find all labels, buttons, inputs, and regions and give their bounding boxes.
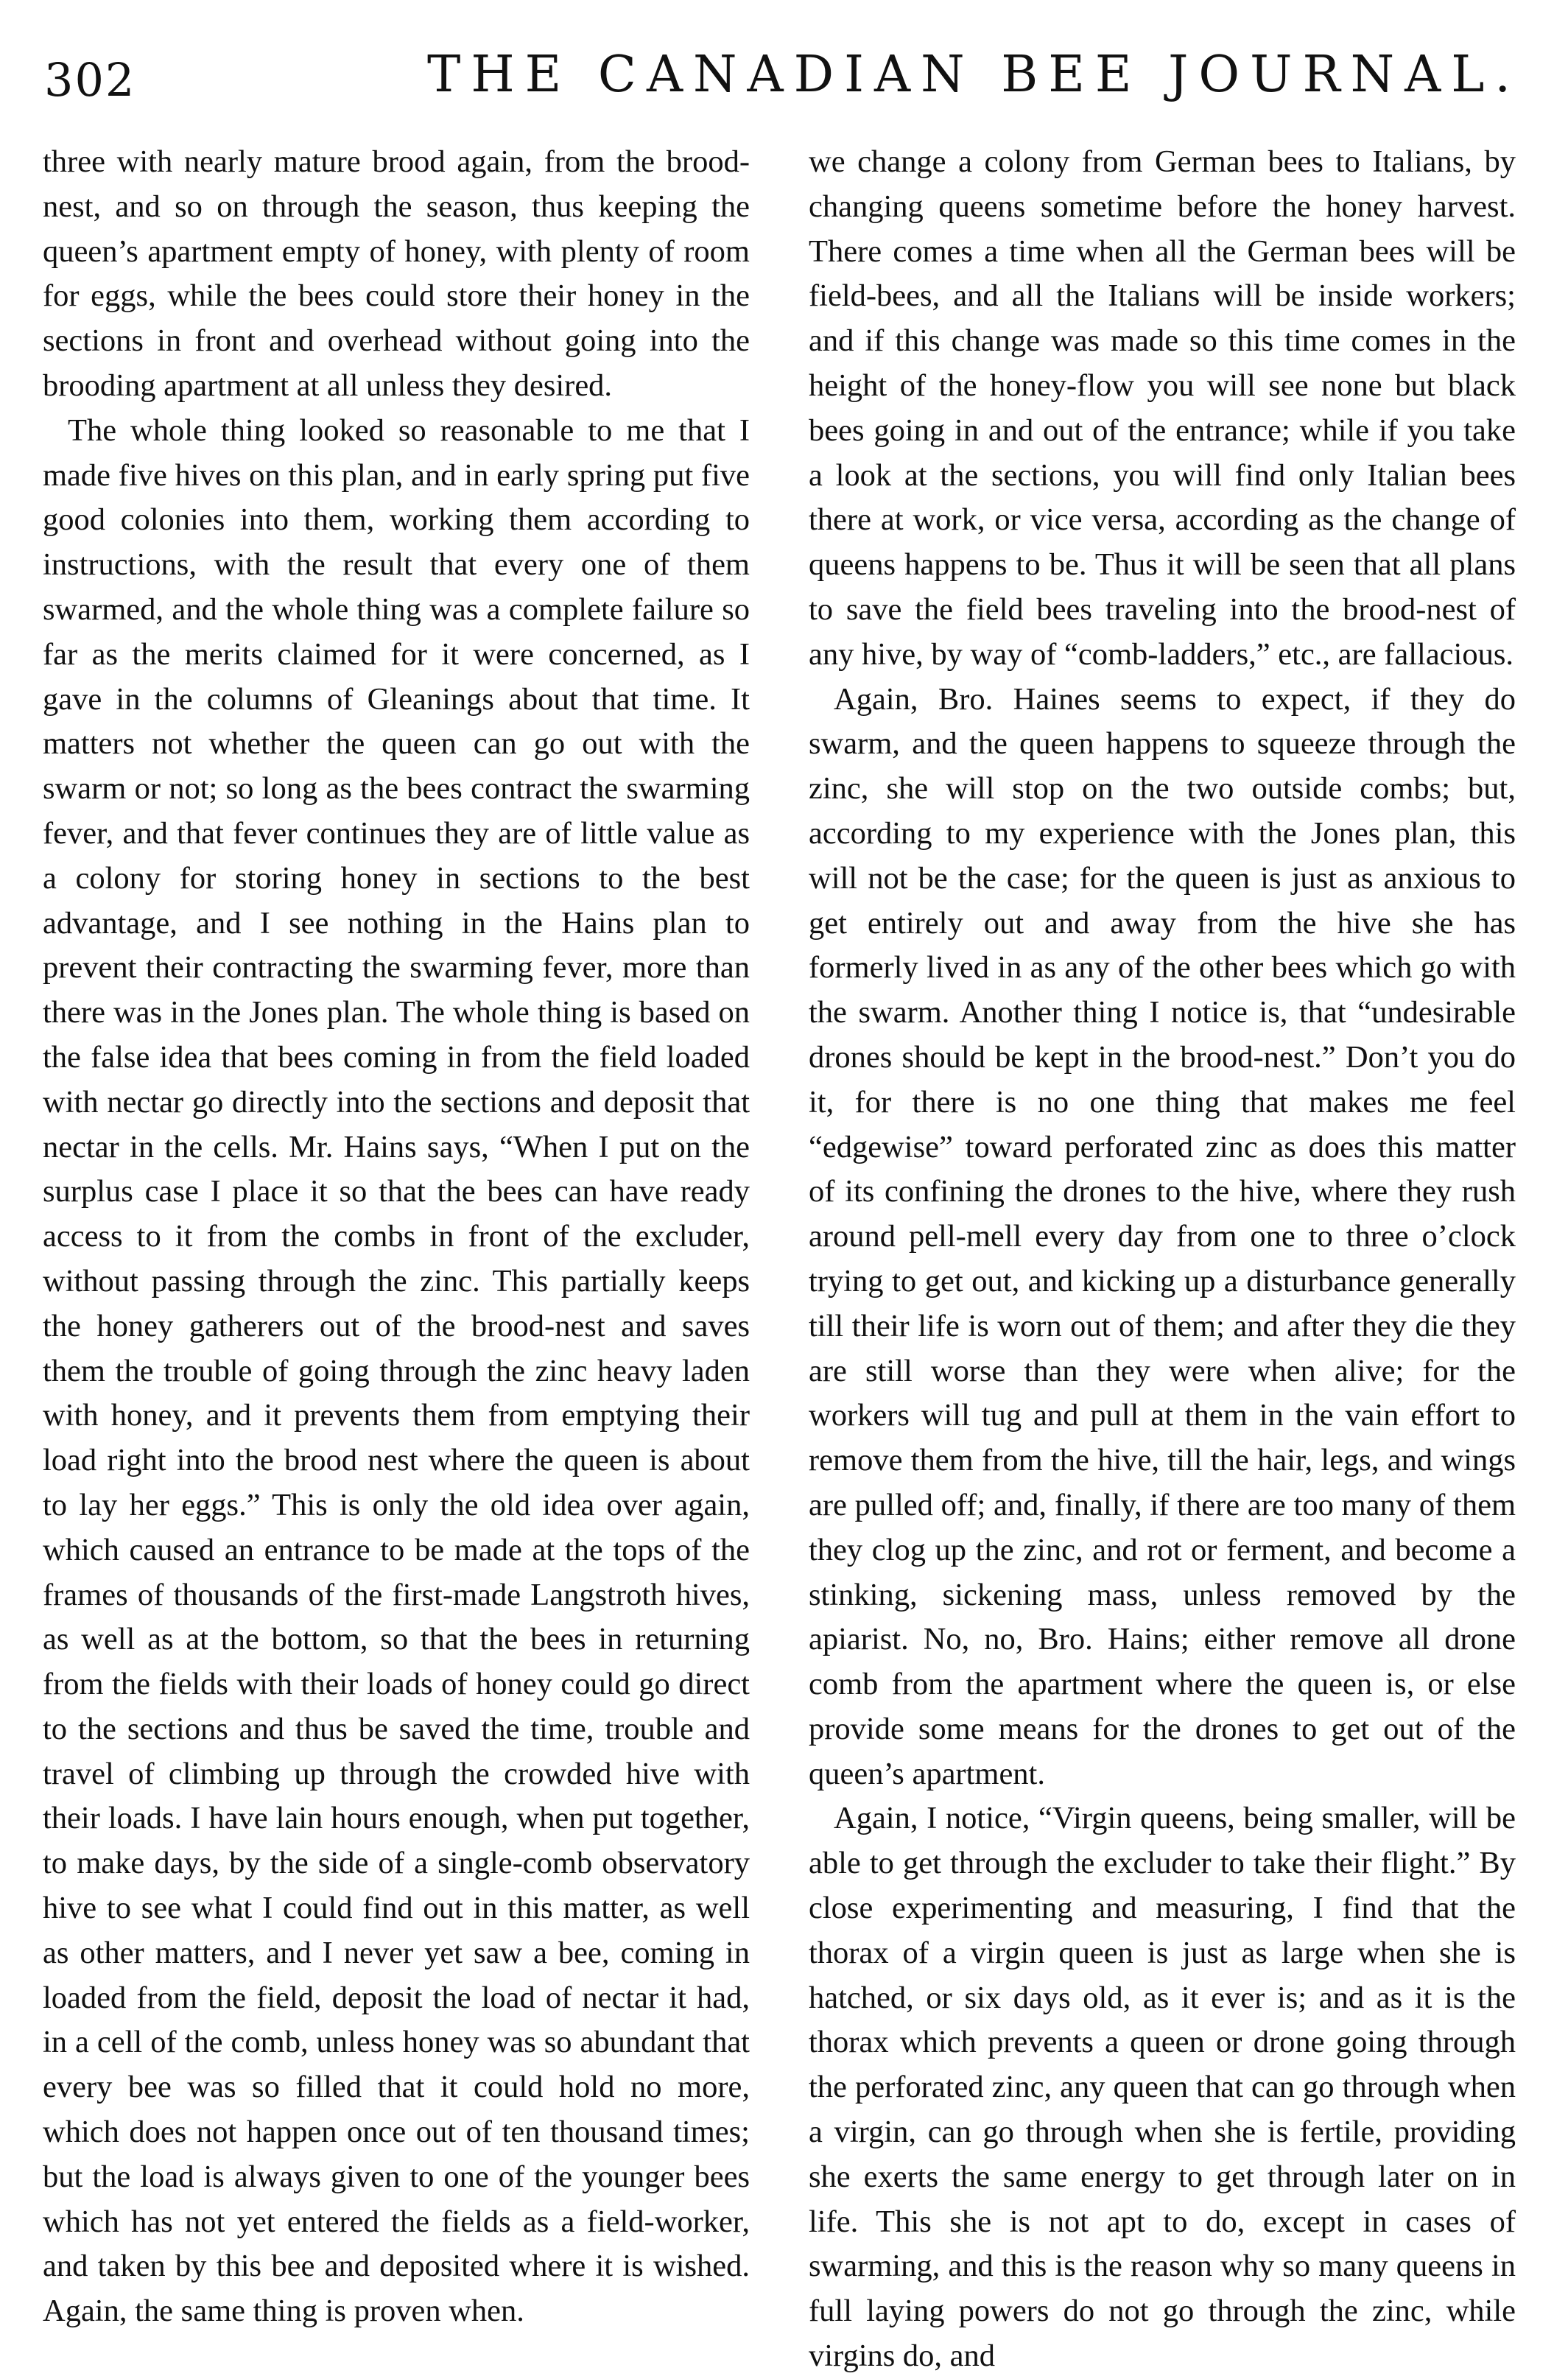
paragraph: Again, Bro. Haines seems to expect, if they do swarm, and the queen happens to squeeze through the zinc, she will stop on the two outside combs; but, according to my experience with the Jones plan, this will not be the case; for the queen is just as anxious to get entirely out and away from the hive she has formerly lived in as any of the other bees which go with the swarm. Another thing I notice is, that “undesirable drones should be kept in the brood-nest.” Don’t you do it, for there is no one thing that makes me feel “edgewise” toward perforated zinc as does this matter of its confining the drones to the hive, where they rush around pell-mell every day from one to three o’clock trying to get out, and kicking up a disturbance generally till their life is worn out of them; and after they die they are still worse than they were when alive; for the workers will tug and pull at them in the vain effort to remove them from the hive, till the hair, legs, and wings are pulled off; and, finally, if there are too many of them they clog up the zinc, and rot or ferment, and become a stinking, sickening mass, unless removed by the apiarist. No, no, Bro. Hains; either remove all drone comb from the apartment where the queen is, or else provide some means for the drones to get out of the queen’s apartment.: [809, 681, 1516, 1791]
paragraph: Again, I notice, “Virgin queens, being smaller, will be able to get through the excluder to take their flight.” By close experimenting and measuring, I find that the thorax of a virgin queen is just as large when she is hatched, or six days old, as it ever is; and as it is the thorax which prevents a queen or drone going through the perforated zinc, any queen that can go through when a virgin, can go through when she is fertile, providing she exerts the same energy to get through later on in life. This she is not apt to do, except in cases of swarming, and this is the reason why so many queens in full laying powers do not go through the zinc, while virgins do, and: [809, 1801, 1516, 2374]
journal-title: THE CANADIAN BEE JOURNAL.: [427, 46, 1522, 104]
paragraph: we change a colony from German bees to Italians, by changing queens sometime before the honey harvest. There comes a time when all the German bees will be field-bees, and all the Italians will be inside workers; and if this change was made so this time comes in the height of the honey-flow you will see none but black bees going in and out of the entrance; while if you take a look at the sections, you will find only Italian bees there at work, or vice versa, according as the change of queens happens to be. Thus it will be seen that all plans to save the field bees traveling into the brood-nest of any hive, by way of “comb-ladders,” etc., are fallacious.: [809, 144, 1516, 672]
right-column: [809, 140, 1516, 2374]
paragraph: The whole thing looked so reasonable to me that I made five hives on this plan, and in early spring put five good colonies into them, working them according to instructions, with the result that every one of them swarmed, and the whole thing was a complete failure so far as the merits claimed for it were concerned, as I gave in the columns of Gleanings about that time. It matters not whether the queen can go out with the swarm or not; so long as the bees contract the swarming fever, and that fever continues they are of little value as a colony for storing honey in sections to the best advantage, and I see nothing in the Hains plan to prevent their contracting the swarming fever, more than there was in the Jones plan. The whole thing is based on the false idea that bees coming in from the field loaded with nectar go directly into the sections and deposit that nectar in the cells. Mr. Hains says, “When I put on the surplus case I place it so that the bees can have ready access to it from the combs in front of the excluder, without passing through the zinc. This partially keeps the honey gatherers out of the brood-nest and saves them the trouble of going through the zinc heavy laden with honey, and it prevents them from emptying their load right into the brood nest where the queen is about to lay her eggs.” This is only the old idea over again, which caused an entrance to be made at the tops of the frames of thousands of the first-made Langstroth hives, as well as at the bottom, so that the bees in returning from the fields with their loads of honey could go direct to the sections and thus be saved the time, trouble and travel of climbing up through the crowded hive with their loads. I have lain hours enough, when put together, to make days, by the side of a single-comb observatory hive to see what I could find out in this matter, as well as other matters, and I never yet saw a bee, coming in loaded from the field, deposit the load of nectar it had, in a cell of the comb, unless honey was so abundant that every bee was so filled that it could hold no more, which does not happen once out of ten thousand times; but the load is always given to one of the younger bees which has not yet entered the fields as a field-worker, and taken by this bee and deposited where it is wished. Again, the same thing is proven when.: [43, 412, 750, 2329]
left-column: [43, 140, 750, 2329]
paragraph: three with nearly mature brood again, from the brood-nest, and so on through the season, thus keeping the queen’s apartment empty of honey, with plenty of room for eggs, while the bees could store their honey in the sections in front and overhead without going into the brooding apartment at all unless they desired.: [43, 144, 750, 403]
page-number: 302: [44, 53, 136, 107]
page-header: [44, 46, 1525, 127]
